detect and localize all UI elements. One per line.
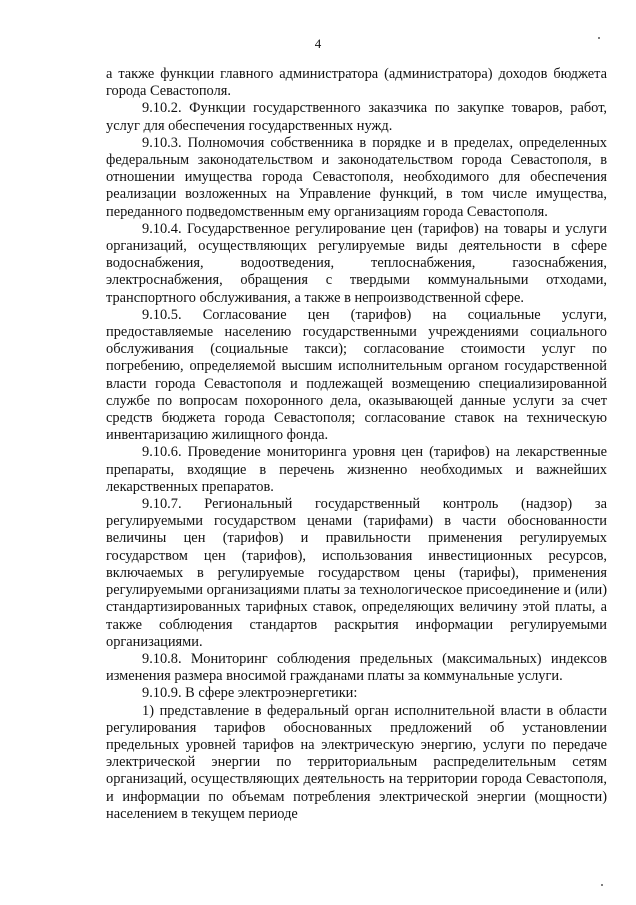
page-number: 4 [314,36,322,51]
paragraph-9-10-4: 9.10.4. Государственное регулирование цен (тарифов) на товары и услуги организаций, осуществляющих регулируемые виды деятельности в сфере водоснабжения, водоотведения, теплоснабжения, газоснабжения, электроснабжения, обращения с твердыми коммунальными отходами, транспортного обслуживания, а также в непроизводственной сфере. [106,220,607,306]
paragraph-9-10-8: 9.10.8. Мониторинг соблюдения предельных (максимальных) индексов изменения размера вносимой гражданами платы за коммунальные услуги. [106,650,607,685]
scan-speck [598,37,600,39]
paragraph-9-10-7: 9.10.7. Региональный государственный контроль (надзор) за регулируемыми государством ценами (тарифами) в части обоснованности величины цен (тарифов) и правильности применения регулируемых государством цен (тарифов), использования инвестиционных ресурсов, включаемых в регулируемые государством цены (тарифы), применения регулируемыми организациями платы за технологическое присоединение и (или) стандартизированных тарифных ставок, определяющих величину этой платы, а также соблюдения стандартов раскрытия информации регулируемыми организациями. [106,496,607,650]
scan-speck [601,884,603,886]
paragraph-9-10-3: 9.10.3. Полномочия собственника в порядке и в пределах, определенных федеральным законодательством и законодательством города Севастополя, в отношении имущества города Севастополя, необходимого для обеспечения реализации возложенных на Управление функций, в том числе имущества, переданного подведомственным ему организациям города Севастополя. [106,134,607,220]
paragraph-continuation: а также функции главного администратора (администратора) доходов бюджета города Севастополя. [106,66,607,100]
paragraph-9-10-2: 9.10.2. Функции государственного заказчика по закупке товаров, работ, услуг для обеспечения государственных нужд. [106,100,607,134]
document-body [106,66,607,823]
paragraph-9-10-5: 9.10.5. Согласование цен (тарифов) на социальные услуги, предоставляемые населению государственными учреждениями социального обслуживания (социальные такси); согласование стоимости услуг по погребению, определяемой высшим исполнительным органом государственной власти города Севастополя и подлежащей возмещению специализированной службе по вопросам похоронного дела, оказывающей данные услуги за счет средств бюджета города Севастополя; согласование ставок на техническую инвентаризацию жилищного фонда. [106,306,607,444]
paragraph-9-10-9: 9.10.9. В сфере электроэнергетики: [142,685,358,702]
paragraph-item-1: 1) представление в федеральный орган исполнительной власти в области регулирования тарифов обоснованных предложений об установлении предельных уровней тарифов на электрическую энергию, услуги по передаче электрической энергии по территориальным распределительным сетям организаций, осуществляющих деятельность на территории города Севастополя, и информации по объемам потребления электрической энергии (мощности) населением в текущем периоде [106,702,607,822]
paragraph-9-10-6: 9.10.6. Проведение мониторинга уровня цен (тарифов) на лекарственные препараты, входящие в перечень жизненно необходимых и важнейших лекарственных препаратов. [106,444,607,495]
